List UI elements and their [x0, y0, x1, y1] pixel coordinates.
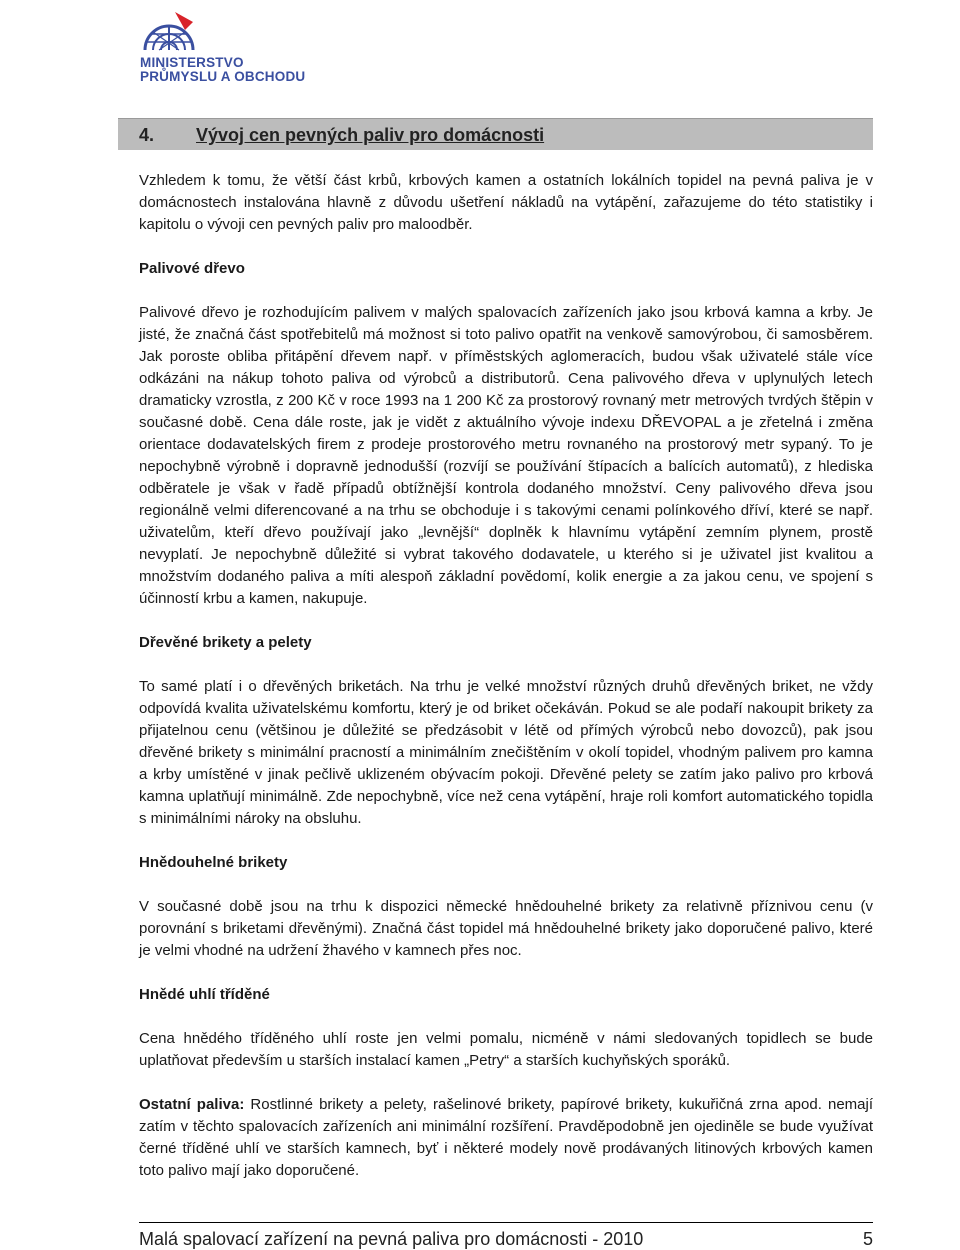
- globe-icon: [139, 6, 199, 54]
- section-title-firewood: Palivové dřevo: [139, 260, 245, 277]
- heading-title: Vývoj cen pevných paliv pro domácnosti: [196, 125, 545, 145]
- page-number: 5: [862, 1229, 873, 1249]
- other-fuels-text: Rostlinné brikety a pelety, rašelinové brikety, papírové brikety, kukuřičná zrna apod. nemají zatím v těchto spalovacích zařízeních ani minimální rozšíření. Pravděpodobně jen ojediněle se bude využívat černé tříděné uhlí ve starších kamnech, byť i některé modely nově prodávaných litinových krbových kamen toto palivo mají jako doporučené.: [139, 1096, 874, 1179]
- section-text-lignite-briquettes: V současné době jsou na trhu k dispozici německé hnědouhelné brikety za relativně příznivou cenu (v porovnání s briketami dřevěnými). Značná část topidel má hnědouhelné brikety jako doporučené palivo, které je velmi vhodné na udržení žhavého v kamnech přes noc.: [139, 898, 873, 959]
- heading-number: 4.: [139, 125, 155, 145]
- section-text-firewood: Palivové dřevo je rozhodujícím palivem v malých spalovacích zařízeních jako jsou krbová kamna a krby. Je jisté, že značná část spotřebitelů má možnost si toto palivo opatřit na venkově samovýrobou, či samosběrem. Jak poroste obliba přitápění dřevem např. v příměstských aglomeracích, budou však uživatelé stále více odkázáni na nákup tohoto paliva od výrobců a distributorů. Cena palivového dřeva v uplynulých letech dramaticky vzrostla, z 200 Kč v roce 1993 na 1 200 Kč za prostorový rovnaný metr metrových tvrdých štěpin v současné době. Cena dále roste, jak je vidět z aktuálního vývoje indexu DŘEVOPAL a je zřetelná i změna orientace dodavatelských firem z prodeje prostorového metru rovnaného na prostorový metr sypaný. To je nepochybně výrobně i dopravně jednodušší (rozvíjí se používání štípacích a balících automatů), z hlediska odběratele je však v řadě případů obtížnější kontrola dodaného množství. Ceny palivového dřeva jsou regionálně velmi diferencované a na trhu se obchoduje i s takovými cenami polínkového dříví, které se např. uživatelům, kteří dřevo používají jako „levnější“ doplněk k hlavnímu vytápění zemním plynem, prostě nevyplatí. Je nepochybně důležité si vybrat takového dodavatele, u kterého si je uživatel jist kvalitou a množstvím dodaného paliva a míti alespoň základní povědomí, kolik energie a za jakou cenu, ve spojení s účinností krbu a kamen, nakupuje.: [139, 304, 873, 607]
- section-title-brown-coal: Hnědé uhlí tříděné: [139, 986, 270, 1003]
- section-text-wood-briquettes: To samé platí i o dřevěných briketách. Na trhu je velké množství různých druhů dřevěných briket, ne vždy odpovídá kvalita uživatelskému komfortu, který je od briket očekáván. Pokud se ale podaří nakoupit brikety za přijatelnou cenu (většinou je důležité se předzásobit v létě od přímých výrobců nebo dovozců), pak jsou dřevěné brikety s minimální pracností a minimálním znečištěním v okolí topidel, vhodným palivem pro kamna a krby umístěné v jinak pečlivě uklizeném obývacím pokoji. Dřevěné pelety se zatím jako palivo pro krbová kamna uplatňují minimálně. Zde nepochybně, více než cena vytápění, hraje roli komfort automatického topidla s minimálními nároky na obsluhu.: [139, 678, 873, 827]
- section-title-wood-briquettes: Dřevěné brikety a pelety: [139, 634, 312, 651]
- section-title-lignite-briquettes: Hnědouhelné brikety: [139, 854, 288, 871]
- section-text-brown-coal: Cena hnědého tříděného uhlí roste jen velmi pomalu, nicméně v námi sledovaných topidlech se bude uplatňovat především u starších instalací kamen „Petry“ a starších kuchyňských sporáků.: [139, 1030, 873, 1069]
- logo-line-2: PRŮMYSLU A OBCHODU: [140, 69, 306, 84]
- document-body: [139, 170, 873, 1182]
- ministry-logo: [139, 6, 339, 86]
- other-fuels-label: Ostatní paliva:: [139, 1096, 245, 1113]
- footer-divider: [139, 1222, 873, 1223]
- intro-paragraph: Vzhledem k tomu, že větší část krbů, krbových kamen a ostatních lokálních topidel na pevná paliva je v domácnostech instalována hlavně z důvodu ušetření nákladů na vytápění, zařazujeme do této statistiky i kapitolu o vývoji cen pevných paliv pro maloodběr.: [139, 172, 873, 233]
- logo-line-1: MINISTERSTVO: [140, 55, 244, 70]
- other-fuels-paragraph: [139, 1094, 873, 1182]
- footer-title: Malá spalovací zařízení na pevná paliva pro domácnosti - 2010: [139, 1229, 644, 1249]
